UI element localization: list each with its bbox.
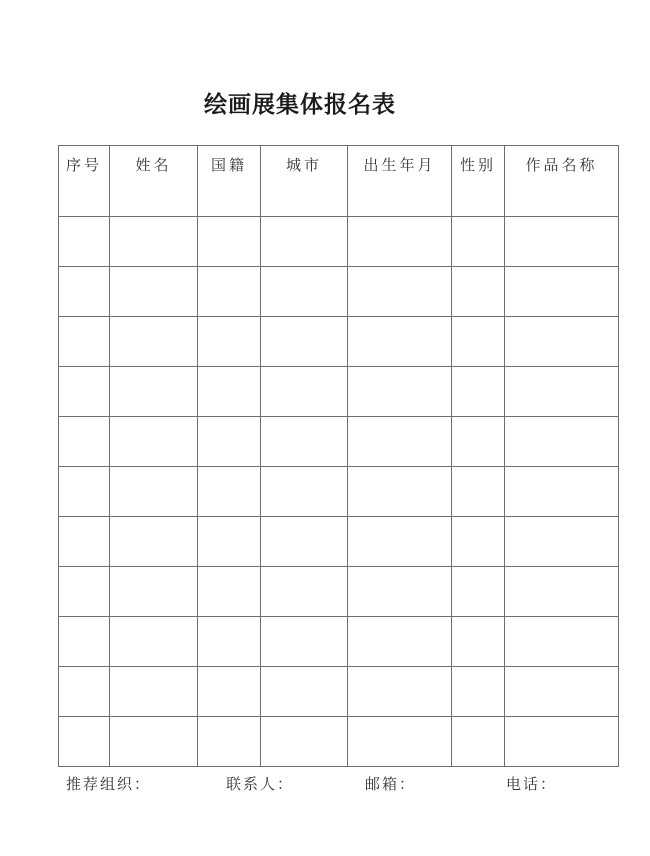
table-cell[interactable] (59, 367, 110, 417)
header-serial-number: 序号 (59, 146, 110, 217)
table-row (59, 317, 619, 367)
table-cell[interactable] (452, 717, 505, 767)
table-cell[interactable] (198, 467, 261, 517)
table-cell[interactable] (261, 717, 348, 767)
recommending-org-label: 推荐组织： (66, 775, 152, 793)
table-cell[interactable] (59, 217, 110, 267)
header-gender: 性别 (452, 146, 505, 217)
table-cell[interactable] (110, 267, 198, 317)
table-cell[interactable] (348, 717, 452, 767)
table-body (59, 217, 619, 767)
table-cell[interactable] (261, 367, 348, 417)
table-cell[interactable] (59, 417, 110, 467)
table-cell[interactable] (110, 317, 198, 367)
header-nationality: 国籍 (198, 146, 261, 217)
table-row (59, 217, 619, 267)
header-name: 姓名 (110, 146, 198, 217)
table-row (59, 717, 619, 767)
table-cell[interactable] (261, 317, 348, 367)
table-cell[interactable] (348, 517, 452, 567)
contact-person-label: 联系人： (226, 775, 295, 793)
table-cell[interactable] (452, 567, 505, 617)
table-cell[interactable] (59, 567, 110, 617)
table-cell[interactable] (110, 517, 198, 567)
table-cell[interactable] (505, 567, 619, 617)
table-cell[interactable] (110, 467, 198, 517)
table-cell[interactable] (452, 617, 505, 667)
table-cell[interactable] (505, 617, 619, 667)
email-label: 邮箱： (365, 775, 417, 793)
table-cell[interactable] (452, 467, 505, 517)
table-cell[interactable] (59, 617, 110, 667)
table-cell[interactable] (348, 267, 452, 317)
table-row (59, 267, 619, 317)
phone-label: 电话： (506, 775, 558, 793)
table-cell[interactable] (59, 467, 110, 517)
table-cell[interactable] (348, 617, 452, 667)
form-footer (0, 773, 650, 797)
table-row (59, 517, 619, 567)
table-row (59, 617, 619, 667)
table-cell[interactable] (452, 517, 505, 567)
table-cell[interactable] (59, 267, 110, 317)
table-cell[interactable] (452, 317, 505, 367)
table-cell[interactable] (505, 317, 619, 367)
table-cell[interactable] (505, 367, 619, 417)
table-cell[interactable] (198, 617, 261, 667)
table-row (59, 367, 619, 417)
table-row (59, 567, 619, 617)
table-cell[interactable] (110, 217, 198, 267)
table-row (59, 467, 619, 517)
table-cell[interactable] (198, 217, 261, 267)
table-row (59, 417, 619, 467)
table-cell[interactable] (452, 667, 505, 717)
table-cell[interactable] (59, 717, 110, 767)
table-cell[interactable] (261, 267, 348, 317)
table-cell[interactable] (348, 367, 452, 417)
table-cell[interactable] (505, 417, 619, 467)
table-cell[interactable] (452, 417, 505, 467)
header-artwork-title: 作品名称 (505, 146, 619, 217)
table-cell[interactable] (110, 367, 198, 417)
header-row (59, 146, 619, 217)
table-cell[interactable] (505, 667, 619, 717)
table-cell[interactable] (505, 717, 619, 767)
table-cell[interactable] (452, 267, 505, 317)
table-cell[interactable] (110, 667, 198, 717)
table-cell[interactable] (198, 417, 261, 467)
header-city: 城市 (261, 146, 348, 217)
table-cell[interactable] (348, 217, 452, 267)
table-cell[interactable] (110, 617, 198, 667)
table-cell[interactable] (198, 517, 261, 567)
table-cell[interactable] (261, 567, 348, 617)
table-cell[interactable] (505, 517, 619, 567)
table-cell[interactable] (348, 467, 452, 517)
table-cell[interactable] (198, 267, 261, 317)
table-cell[interactable] (261, 517, 348, 567)
table-cell[interactable] (110, 567, 198, 617)
table-cell[interactable] (452, 367, 505, 417)
table-cell[interactable] (198, 317, 261, 367)
registration-table (58, 145, 619, 767)
table-row (59, 667, 619, 717)
table-cell[interactable] (110, 717, 198, 767)
table-cell[interactable] (261, 467, 348, 517)
table-cell[interactable] (261, 617, 348, 667)
table-cell[interactable] (59, 667, 110, 717)
table-cell[interactable] (110, 417, 198, 467)
table-cell[interactable] (59, 517, 110, 567)
table-cell[interactable] (505, 467, 619, 517)
table-cell[interactable] (198, 567, 261, 617)
table-cell[interactable] (198, 717, 261, 767)
header-birth-date: 出生年月 (348, 146, 452, 217)
table-cell[interactable] (198, 367, 261, 417)
table-cell[interactable] (198, 667, 261, 717)
form-title: 绘画展集体报名表 (204, 92, 396, 118)
table-cell[interactable] (261, 417, 348, 467)
table-cell[interactable] (261, 217, 348, 267)
table-cell[interactable] (505, 217, 619, 267)
table-cell[interactable] (505, 267, 619, 317)
table-cell[interactable] (348, 417, 452, 467)
table-cell[interactable] (59, 317, 110, 367)
table-cell[interactable] (261, 667, 348, 717)
table-cell[interactable] (348, 567, 452, 617)
table-cell[interactable] (348, 317, 452, 367)
table-cell[interactable] (348, 667, 452, 717)
table-cell[interactable] (452, 217, 505, 267)
